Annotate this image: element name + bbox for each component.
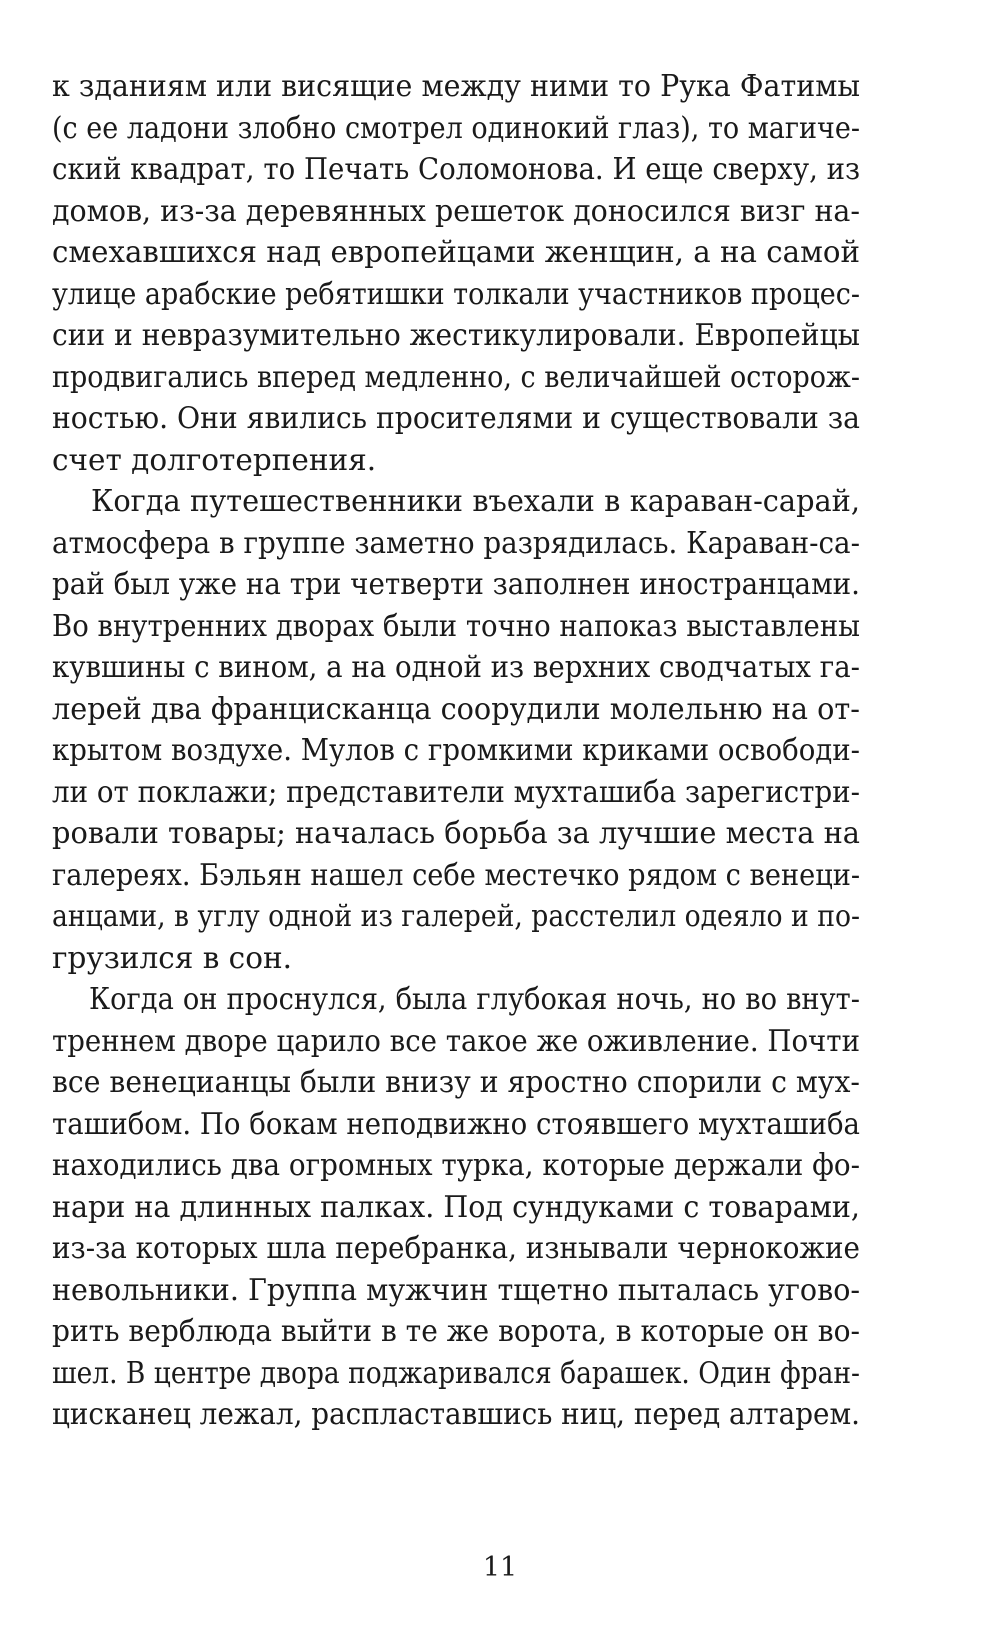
text-line: Во внутренних дворах были точно напоказ выставлены — [52, 608, 861, 643]
text-line: ский квадрат, то Печать Соломонова. И еще сверху, из — [52, 152, 861, 186]
text-line: кувшины с вином, а на одной из верхних сводчатых га- — [52, 650, 860, 684]
text-line: рай был уже на три четверти заполнен иностранцами. — [52, 567, 860, 601]
text-line: невольники. Группа мужчин тщетно пыталась угово- — [52, 1272, 861, 1307]
text-line: ташибом. По бокам неподвижно стоявшего мухташиба — [52, 1106, 861, 1141]
page-number: 11 — [482, 1552, 518, 1583]
text-line: крытом воздухе. Мулов с громкими криками освободи- — [52, 733, 860, 767]
text-line: домов, из-за деревянных решеток доносился визг на- — [52, 193, 861, 228]
text-line: лерей два францисканца соорудили молельню на от- — [52, 691, 860, 726]
text-line: атмосфера в группе заметно разрядилась. Караван-са- — [52, 525, 860, 560]
text-line: к зданиям или висящие между ними то Рука Фатимы — [52, 69, 861, 103]
text-line: смехавшихся над европейцами женщин, а на самой — [52, 235, 860, 269]
text-line: находились два огромных турка, которые держали фо- — [52, 1148, 860, 1182]
text-line: ровали товары; началась борьба за лучшие места на — [52, 816, 861, 850]
text-line: Когда он проснулся, была глубокая ночь, но во внут- — [88, 982, 860, 1016]
text-line: Когда путешественники въехали в караван-сарай, — [91, 484, 861, 518]
text-line: продвигались вперед медленно, с величайшей осторож- — [52, 359, 860, 394]
body-text — [52, 66, 860, 1436]
text-line: (с ее ладони злобно смотрел одинокий глаз), то магиче- — [52, 110, 861, 145]
text-line: анцами, в углу одной из галерей, расстелил одеяло и по- — [52, 899, 860, 933]
text-line: грузился в сон. — [52, 940, 293, 975]
text-line: сии и невразумительно жестикулировали. Европейцы — [52, 318, 861, 352]
text-line: все венецианцы были внизу и яростно спорили с мух- — [52, 1065, 860, 1099]
text-line: шел. В центре двора поджаривался барашек. Один фран- — [52, 1355, 861, 1390]
text-line: треннем дворе царило все такое же оживление. Почти — [52, 1023, 860, 1058]
text-line: галереях. Бэльян нашел себе местечко рядом с венеци- — [52, 857, 861, 892]
text-line: ли от поклажи; представители мухташиба зарегистри- — [52, 774, 860, 809]
text-line: счет долготерпения. — [52, 442, 377, 477]
text-line: цисканец лежал, распластавшись ниц, перед алтарем. — [52, 1397, 860, 1431]
text-line: из-за которых шла перебранка, изнывали чернокожие — [52, 1231, 861, 1265]
text-line: улице арабские ребятишки толкали участников процес- — [52, 276, 861, 311]
text-line: рить верблюда выйти в те же ворота, в которые он во- — [52, 1314, 860, 1348]
paragraph-1 — [52, 66, 860, 481]
paragraph-2 — [52, 481, 860, 979]
text-line: нари на длинных палках. Под сундуками с товарами, — [52, 1189, 861, 1224]
paragraph-3 — [52, 979, 860, 1436]
text-line: ностью. Они явились просителями и существовали за — [52, 401, 860, 435]
